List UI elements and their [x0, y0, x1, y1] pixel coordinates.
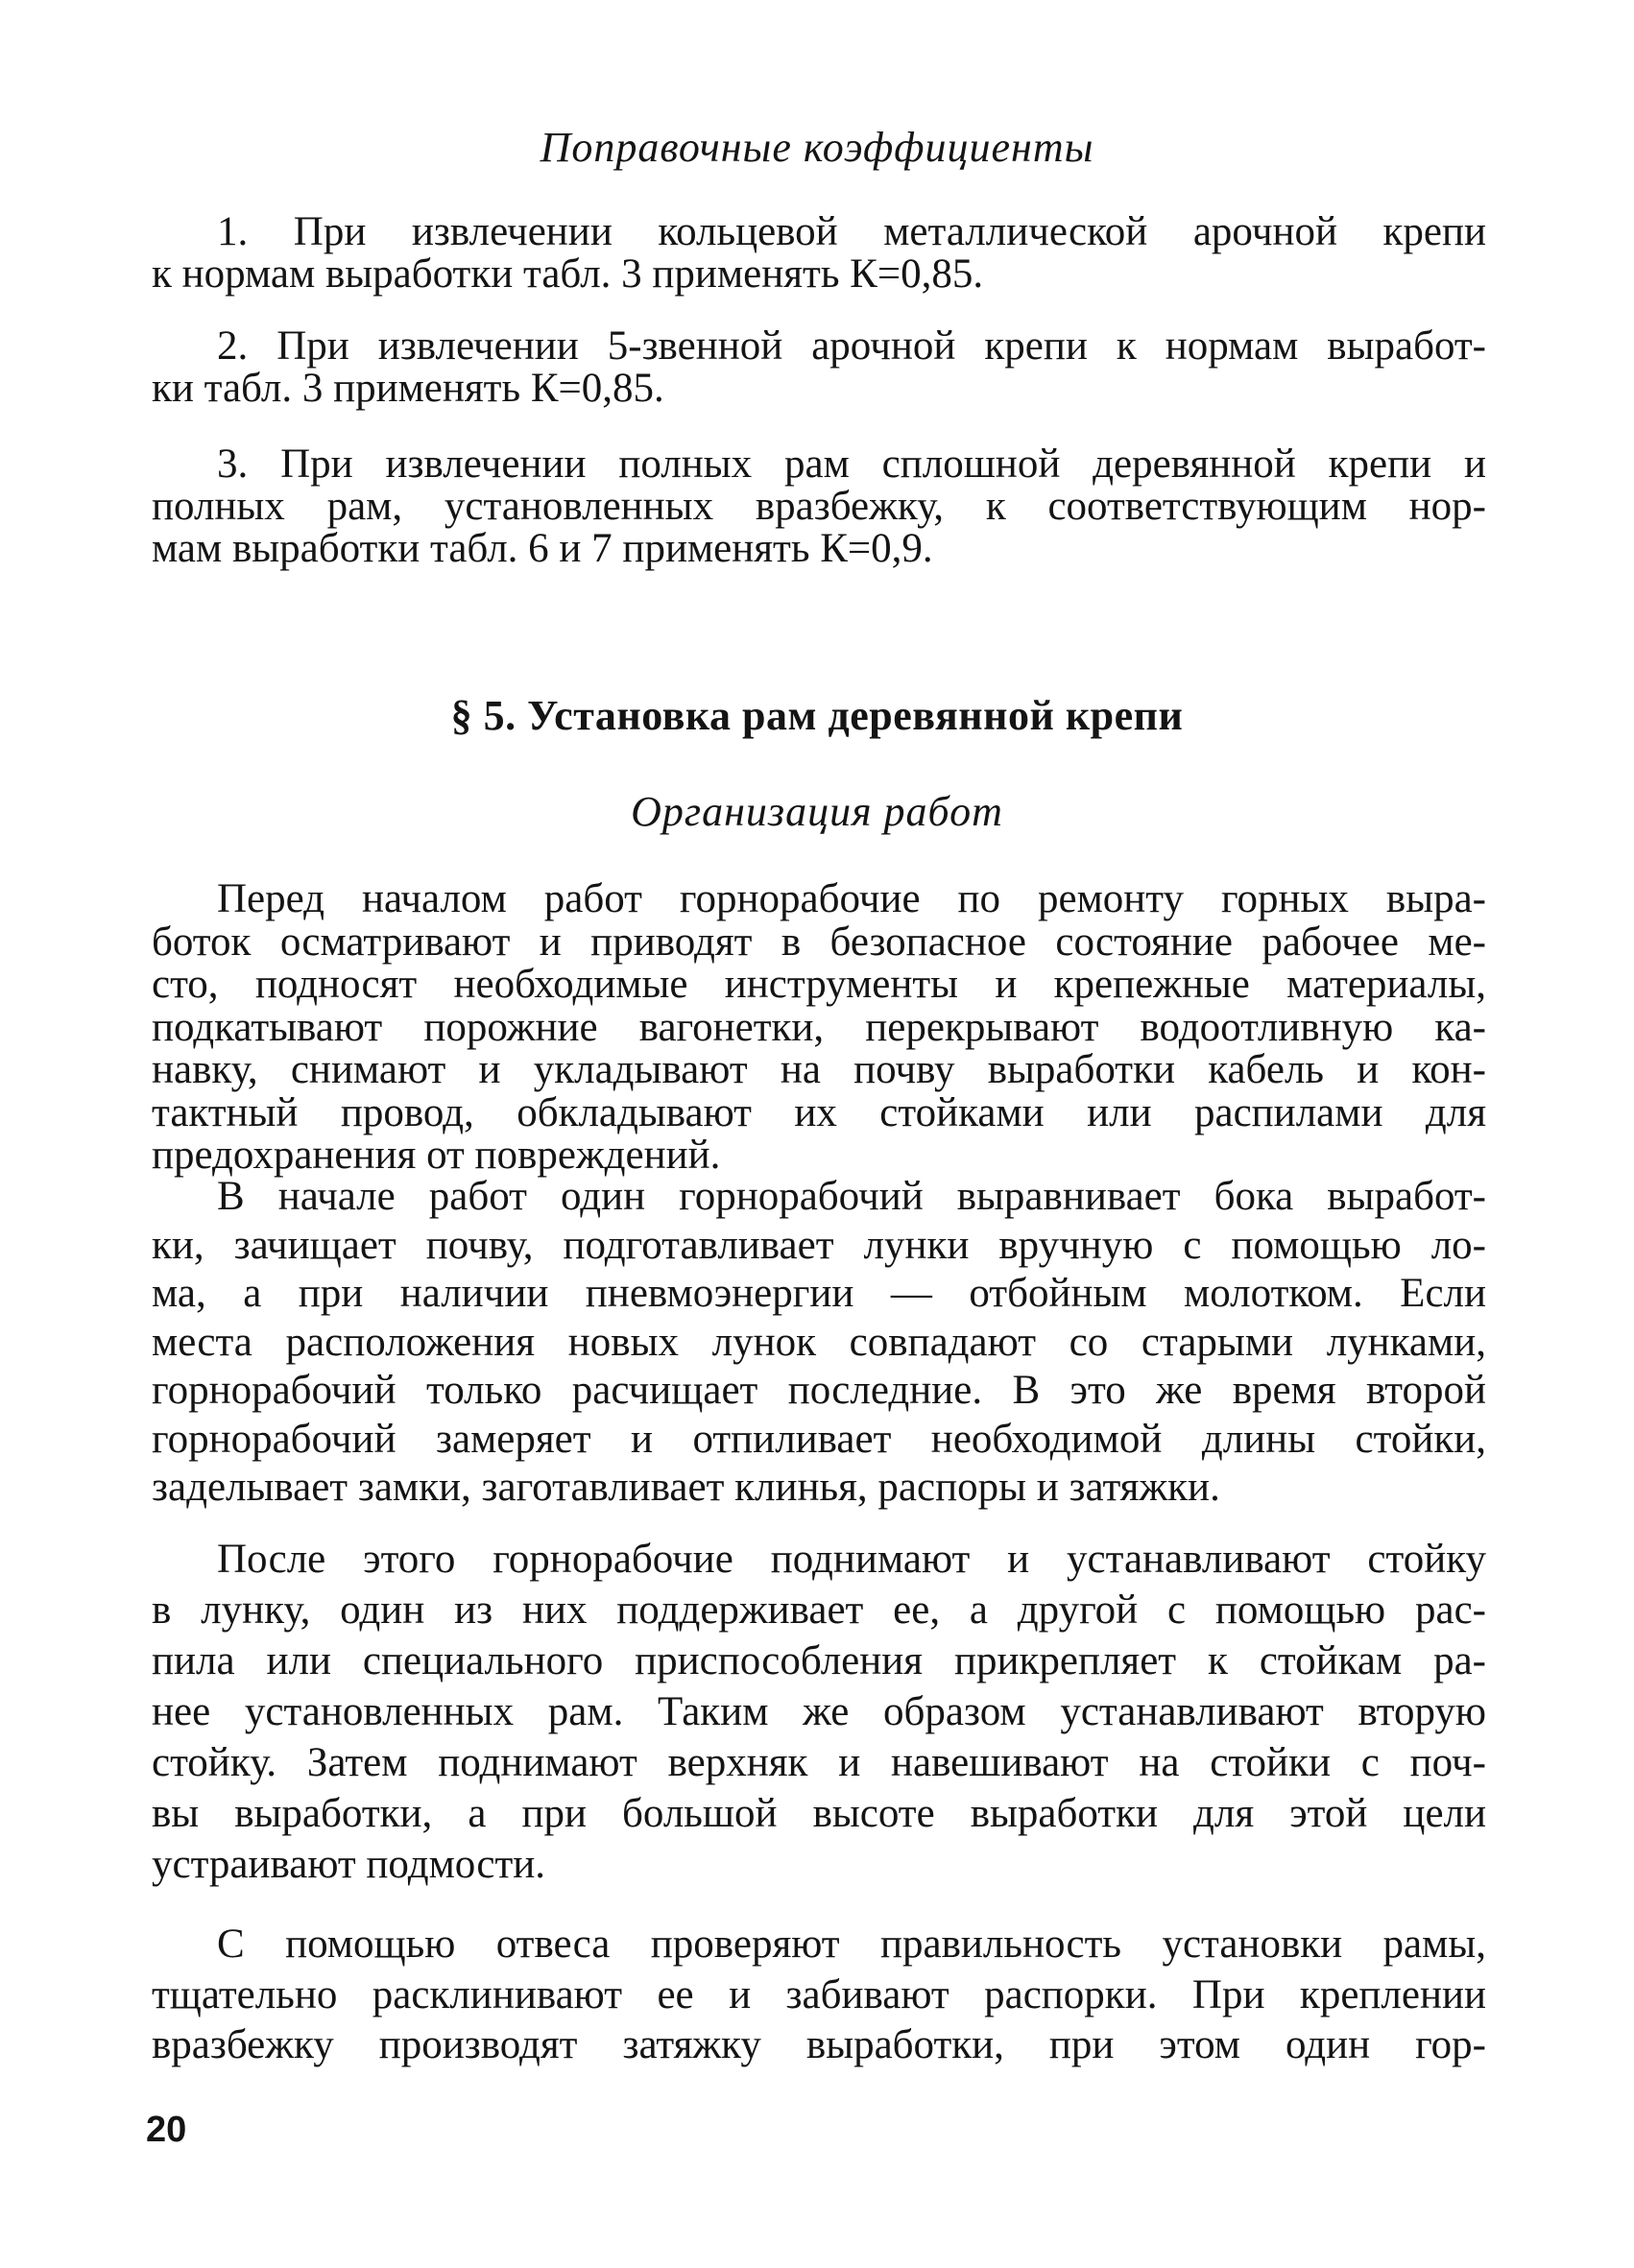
- text-line: С помощью отвеса проверяют правильность установки рамы,: [217, 1922, 1486, 1967]
- text-line: ки табл. 3 применять К=0,85.: [152, 366, 664, 411]
- text-line: навку, снимают и укладывают на почву выработки кабель и кон-: [152, 1047, 1486, 1092]
- text-line: сто, подносят необходимые инструменты и крепежные материалы,: [152, 962, 1486, 1007]
- correction-item: [152, 443, 1486, 570]
- subheading-organization: Организация работ: [631, 788, 1003, 835]
- text-line: горнорабочий только расчищает последние. В это же время второй: [152, 1368, 1486, 1413]
- text-line: в лунку, один из них поддерживает ее, а другой с помощью рас-: [152, 1588, 1486, 1633]
- text-line: мам выработки табл. 6 и 7 применять К=0,9.: [152, 526, 933, 571]
- paragraph: [152, 1173, 1486, 1513]
- text-line: В начале работ один горнорабочий выравнивает бока выработ-: [217, 1174, 1486, 1219]
- text-line: горнорабочий замеряет и отпиливает необходимой длины стойки,: [152, 1416, 1486, 1462]
- text-line: заделывает замки, заготавливает клинья, распоры и затяжки.: [152, 1465, 1220, 1510]
- text-line: места расположения новых лунок совпадают со старыми лунками,: [152, 1319, 1486, 1365]
- text-line: Перед началом работ горнорабочие по ремонту горных выра-: [217, 876, 1486, 921]
- text-line: тщательно расклинивают ее и забивают распорки. При креплении: [152, 1971, 1486, 2017]
- text-line: ки, зачищает почву, подготавливает лунки вручную с помощью ло-: [152, 1222, 1486, 1268]
- page-number: 20: [146, 2110, 187, 2150]
- text-line: вразбежку производят затяжку выработки, при этом один гор-: [152, 2022, 1486, 2067]
- text-line: 2. При извлечении 5-звенной арочной крепи к нормам выработ-: [217, 323, 1486, 369]
- text-line: предохранения от повреждений.: [152, 1133, 721, 1178]
- text-line: тактный провод, обкладывают их стойками или распилами для: [152, 1089, 1486, 1135]
- text-line: вы выработки, а при большой высоте выработки для этой цели: [152, 1791, 1486, 1836]
- paragraph: [152, 878, 1486, 1178]
- heading-corrections: Поправочные коэффициенты: [540, 124, 1094, 171]
- paragraph: [152, 1920, 1486, 2071]
- paragraph: [152, 1534, 1486, 1890]
- text-line: ма, а при наличии пневмоэнергии — отбойным молотком. Если: [152, 1271, 1486, 1316]
- correction-item: [152, 325, 1486, 410]
- text-line: полных рам, установленных вразбежку, к соответствующим нор-: [152, 484, 1486, 529]
- text-line: стойку. Затем поднимают верхняк и навешивают на стойки с поч-: [152, 1740, 1486, 1785]
- text-line: После этого горнорабочие поднимают и устанавливают стойку: [217, 1537, 1486, 1582]
- text-line: устраивают подмости.: [152, 1842, 545, 1887]
- text-line: 3. При извлечении полных рам сплошной деревянной крепи и: [217, 442, 1486, 487]
- correction-item: [152, 211, 1486, 296]
- text-line: подкатывают порожние вагонетки, перекрывают водоотливную ка-: [152, 1004, 1486, 1050]
- text-line: к нормам выработки табл. 3 применять К=0,85.: [152, 251, 984, 297]
- text-line: нее установленных рам. Таким же образом устанавливают вторую: [152, 1689, 1486, 1734]
- section-title: § 5. Установка рам деревянной крепи: [450, 692, 1184, 739]
- text-line: 1. При извлечении кольцевой металлической арочной крепи: [217, 209, 1486, 254]
- text-line: боток осматривают и приводят в безопасное состояние рабочее ме-: [152, 919, 1486, 965]
- text-line: пила или специального приспособления прикрепляет к стойкам ра-: [152, 1638, 1486, 1683]
